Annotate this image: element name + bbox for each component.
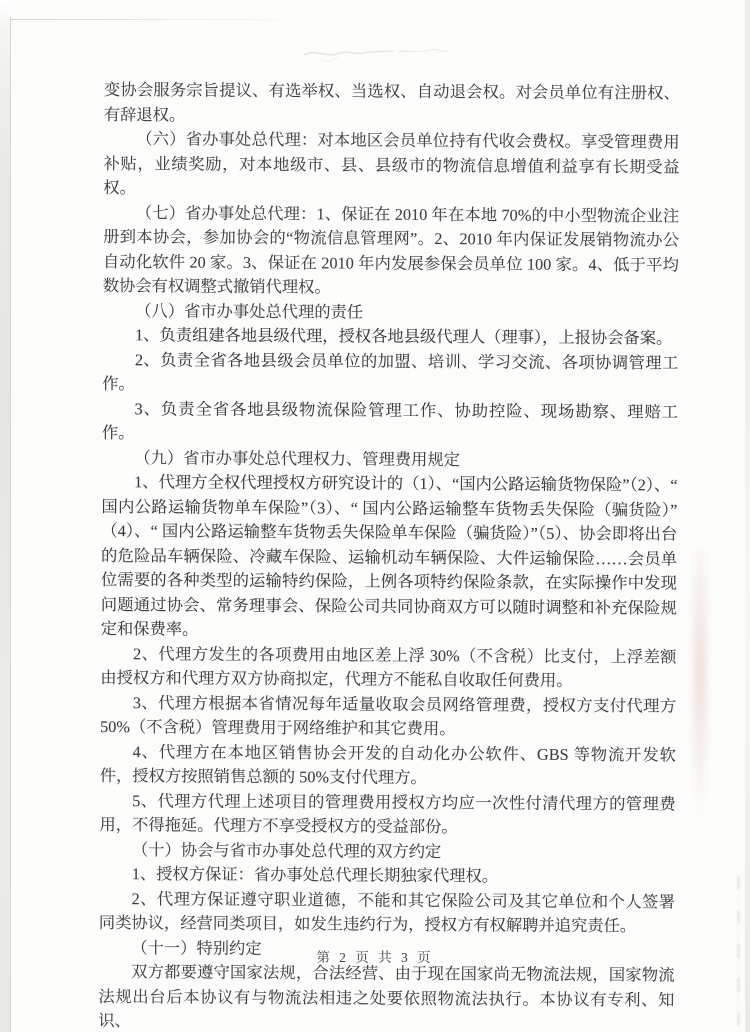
clause-9-item-1: 1、代理方全权代理授权方研究设计的（1）、“国内公路运输货物保险”（2）、“ 国内公路运输货物单车保险”（3）、“ 国内公路运输整车货物丢失保险（骗货险）” （4）、“ 国内公路运输整车货物丢失保险单车保险（骗货险）”（5）、协会即将出台的危险品车辆保险、冷藏车保险、运输机动车辆保险、大件运输保险……会员单位需要的各种类型的运输特约保险，上例各项特约保险条款，在实际操作中发现问题通过协会、常务理事会、保险公司共同协商双方可以随时调整和补充保险规定和保费率。: [100, 472, 678, 639]
clause-8-item-3: 3、负责全省各地县级物流保险管理工作、协助控险、现场勘察、理赔工作。: [101, 398, 679, 443]
para-continuation: 变协会服务宗旨提议、有选举权、当选权、自动退会权。对会员单位有注册权、有辞退权。: [103, 79, 680, 124]
scan-top-edge-line: [11, 19, 321, 20]
clause-9-item-4: 4、代理方在本地区销售协会开发的自动化办公软件、GBS 等物流开发软件，授权方按照销售总额的 50%支付代理方。: [99, 741, 676, 787]
clause-7: （七）省办事处总代理：1、保证在 2010 年在本地 70%的中小型物流企业注册到本协会，参加协会的“物流信息管理网”。2、2010 年内保证发展销物流办公自动化软件 20 家。3、保证在 2010 年内发展参保会员单位 100 家。4、低于平均数协会有权调整式撤销代理权。: [102, 202, 680, 297]
clause-10-item-2: 2、代理方保证遵守职业道德，不能和其它保险公司及其它单位和个人签署同类协议，经营同类项目，如发生违约行为，授权方有权解聘并追究责任。: [98, 888, 676, 936]
clause-11-body: 双方都要遵守国家法规，合法经营、由于现在国家尚无物流法规，国家物流法规出台后本协议有与物流法相违之处要依照物流法执行。本协议有专利、知识、: [98, 962, 675, 1031]
clause-8-item-2: 2、负责全省各地县级会员单位的加盟、培训、学习交流、各项协调管理工作。: [102, 349, 679, 394]
page-number: 第 2 页 共 3 页: [316, 950, 434, 965]
scan-left-shadow: [0, 0, 10, 1032]
clause-8-item-1: 1、负责组建各地县级代理，授权各地县级代理人（理事），上报协会备案。: [134, 325, 673, 348]
scan-left-edge-line: [10, 16, 11, 1032]
scan-right-shadow: [745, 0, 750, 1032]
pink-ink-smudge: [690, 548, 710, 823]
clause-6: （六）省办事处总代理：对本地区会员单位持有代收会费权。享受管理费用补贴，业绩奖励，对本地级市、县、县级市的物流信息增值利益享有长期受益权。: [103, 129, 680, 198]
clause-9-item-3: 3、代理方根据本省情况每年适量收取会员网络管理费，授权方支付代理方 50%（不含税）管理费用于网络维护和其它费用。: [99, 692, 677, 739]
clause-8-heading: （八）省市办事处总代理的责任: [135, 300, 364, 322]
pencil-smudge: [298, 38, 478, 68]
clause-9-item-2: 2、代理方发生的各项费用由地区差上浮 30%（不含税）比支付，上浮差额由授权方和代理方双方协商拟定，代理方不能私自收取任何费用。: [100, 643, 677, 690]
clause-9-item-5: 5、代理方代理上述项目的管理费用授权方均应一次性付清代理方的管理费用，不得拖延。代理方不享受授权方的受益部份。: [99, 790, 676, 837]
clause-9-heading: （九）省市办事处总代理权力、管理费用规定: [134, 447, 460, 469]
clause-11-heading: （十一）特别约定: [131, 937, 262, 958]
clause-10-heading: （十）协会与省市办事处总代理的双方约定: [131, 839, 442, 861]
clause-10-item-1: 1、授权方保证：省办事处总代理长期独家代理权。: [131, 864, 499, 886]
document-body: [98, 78, 680, 1032]
